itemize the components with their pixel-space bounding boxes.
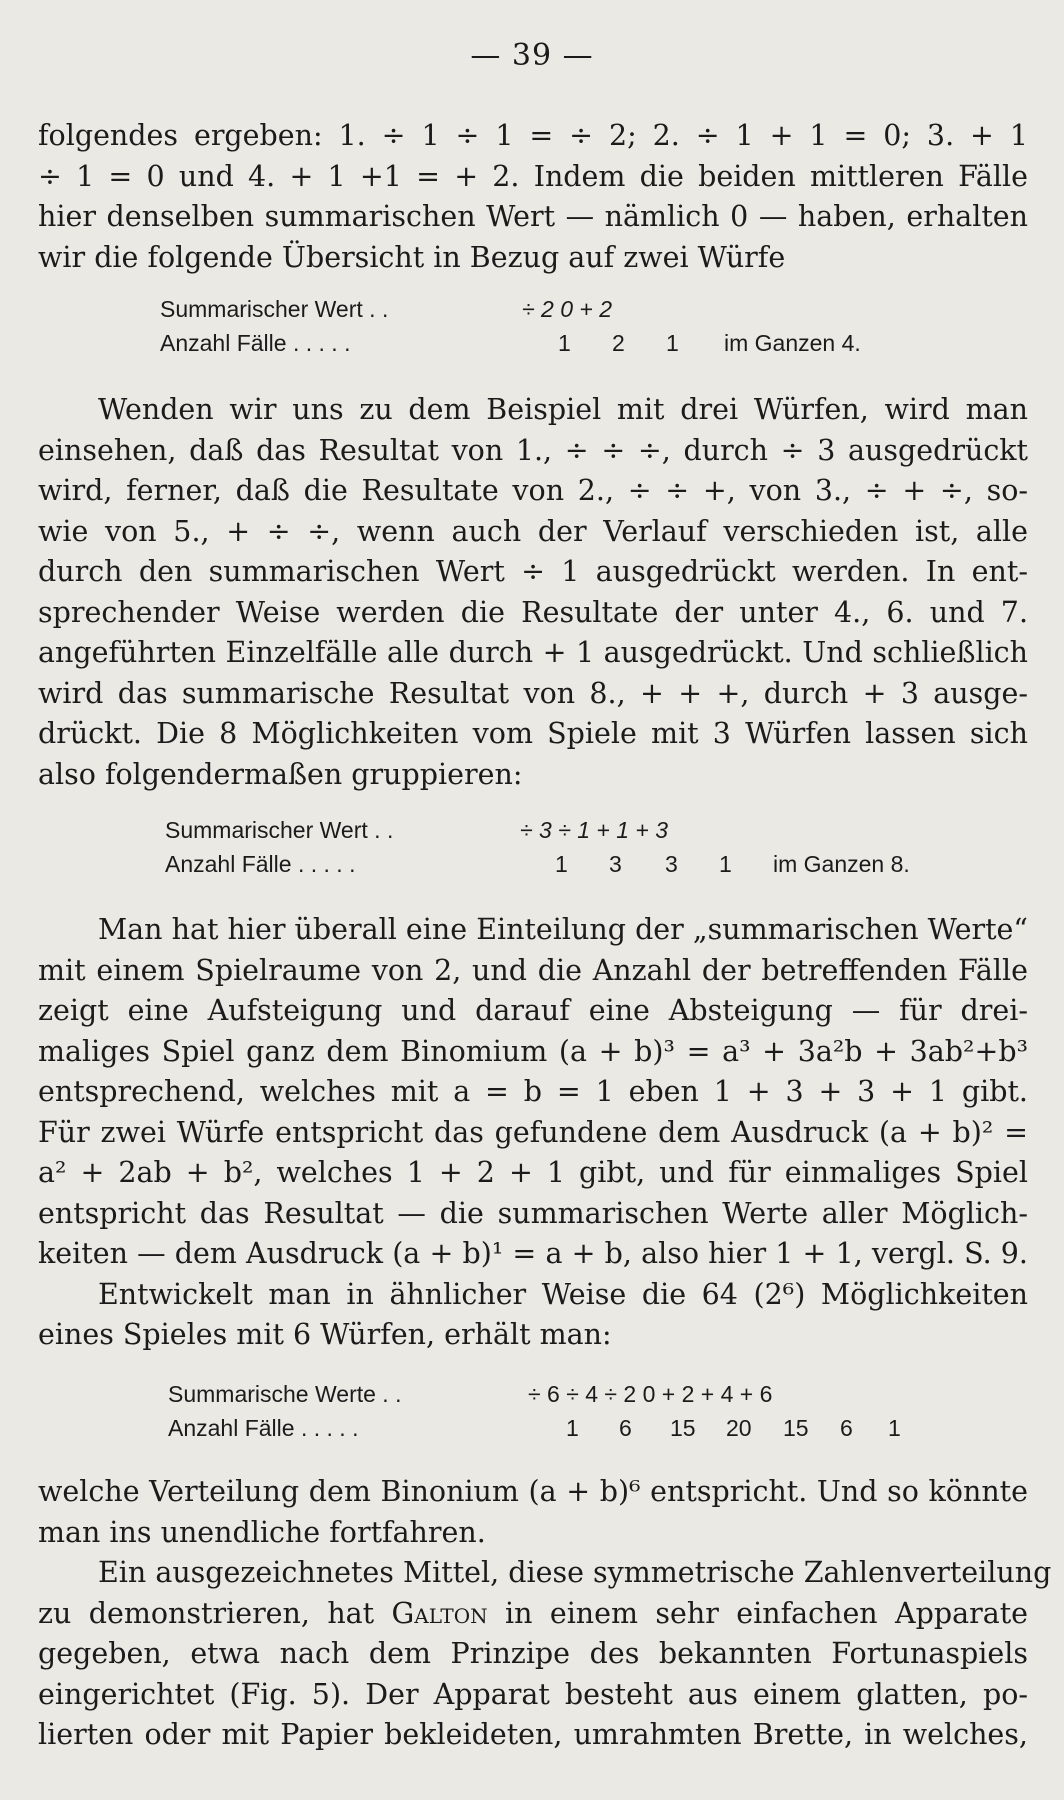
text-line: welche Verteilung dem Binonium (a + b)⁶ entspricht. Und so könnte [38,1475,1028,1508]
text-line: entsprechend, welches mit a = b = 1 eben 1 + 3 + 3 + 1 gibt. [38,1075,1028,1108]
text-line: gegeben, etwa nach dem Prinzipe des bekannten Fortunaspiels [38,1637,1028,1670]
page-number: — 39 — [470,38,594,73]
text-line: Entwickelt man in ähnlicher Weise die 64 (2⁶) Möglichkeiten [98,1277,1028,1311]
count-cell: 6 [619,1415,632,1441]
text-line: ÷ 1 = 0 und 4. + 1 +1 = + 2. Indem die beiden mittleren Fälle [38,159,1028,193]
paragraph-1 [38,116,1028,278]
count-cell: 2 [612,330,625,356]
text-line: Ein ausgezeichnetes Mittel, diese symmetrische Zahlenverteilung [98,1556,1052,1589]
count-cell: 1 [666,330,679,356]
row-label: Anzahl Fälle . . . . . [165,851,356,877]
text-line: man ins unendliche fortfahren. [38,1515,486,1549]
text-line: entspricht das Resultat — die summarischen Werte aller Möglich- [38,1196,1028,1230]
row-label: Summarischer Wert . . [160,296,389,322]
count-cell: 1 [719,851,732,877]
text-line: mit einem Spielraume von 2, und die Anzahl der betreffenden Fälle [38,953,1028,987]
summary-values: ÷ 6 ÷ 4 ÷ 2 0 + 2 + 4 + 6 [528,1381,773,1407]
count-cell: 20 [726,1415,752,1441]
text-line: Für zwei Würfe entspricht das gefundene dem Ausdruck (a + b)² = [38,1115,1028,1149]
summary-values: ÷ 2 0 + 2 [522,296,612,322]
text-line: keiten — dem Ausdruck (a + b)¹ = a + b, also hier 1 + 1, vergl. S. 9. [38,1237,1028,1270]
text-line: angeführten Einzelfälle alle durch + 1 ausgedrückt. Und schließlich [38,636,1028,669]
count-cell: 3 [665,851,678,877]
row-label: Anzahl Fälle . . . . . [160,330,351,356]
text-line: wird das summarische Resultat von 8., + + +, durch + 3 ausge- [38,676,1028,710]
text-line: maliges Spiel ganz dem Binomium (a + b)³ = a³ + 3a²b + 3ab²+b³ [38,1034,1028,1068]
count-cell: 6 [840,1415,853,1441]
text-line: wir die folgende Übersicht in Bezug auf zwei Würfe [38,240,786,274]
author-name: Galton [391,1596,488,1630]
text-line: Wenden wir uns zu dem Beispiel mit drei Würfen, wird man [98,393,1028,426]
text-line: durch den summarischen Wert ÷ 1 ausgedrückt werden. In ent- [38,555,1028,588]
text-line: sprechender Weise werden die Resultate der unter 4., 6. und 7. [38,595,1028,629]
paragraph-4 [38,1472,1052,1756]
paragraph-2 [38,390,1028,795]
text-line: wird, ferner, daß die Resultate von 2., ÷ ÷ +, von 3., ÷ + ÷, so- [38,474,1028,507]
count-cell: 1 [555,851,568,877]
text-line: drückt. Die 8 Möglichkeiten vom Spiele mit 3 Würfen lassen sich [38,717,1028,750]
text-line [38,1594,1028,1635]
text-line: a² + 2ab + b², welches 1 + 2 + 1 gibt, und für einmaliges Spiel [38,1156,1028,1189]
text-line: einsehen, daß das Resultat von 1., ÷ ÷ ÷, durch ÷ 3 ausgedrückt [38,433,1028,467]
text-line: also folgendermaßen gruppieren: [38,757,523,791]
text-line: lierten oder mit Papier bekleideten, umrahmten Brette, in welches, [38,1718,1028,1751]
count-cell: 1 [558,330,571,356]
count-cell: 15 [670,1415,696,1441]
text-line: zeigt eine Aufsteigung und darauf eine Absteigung — für drei- [38,994,1028,1027]
row-label: Anzahl Fälle . . . . . [168,1415,359,1441]
count-cell: 15 [783,1415,809,1441]
table-total: im Ganzen 4. [724,330,861,356]
text-fragment: in einem sehr einfachen Apparate [505,1596,1029,1630]
text-line: wie von 5., + ÷ ÷, wenn auch der Verlauf verschieden ist, alle [38,514,1028,548]
text-fragment: zu demonstrieren, hat [38,1596,375,1630]
count-cell: 1 [566,1415,579,1441]
paragraph-3 [38,910,1028,1356]
text-line: folgendes ergeben: 1. ÷ 1 ÷ 1 = ÷ 2; 2. ÷ 1 + 1 = 0; 3. + 1 [38,119,1028,152]
count-cell: 1 [888,1415,901,1441]
row-label: Summarische Werte . . [168,1381,402,1407]
text-line: Man hat hier überall eine Einteilung der „summarischen Werte“ [98,913,1028,946]
text-line: hier denselben summarischen Wert — nämlich 0 — haben, erhalten [38,200,1028,233]
table-total: im Ganzen 8. [773,851,910,877]
text-line: eingerichtet (Fig. 5). Der Apparat besteht aus einem glatten, po- [38,1677,1028,1711]
text-line: eines Spieles mit 6 Würfen, erhält man: [38,1318,612,1351]
row-label: Summarischer Wert . . [165,817,394,843]
count-cell: 3 [609,851,622,877]
summary-values: ÷ 3 ÷ 1 + 1 + 3 [520,817,669,843]
